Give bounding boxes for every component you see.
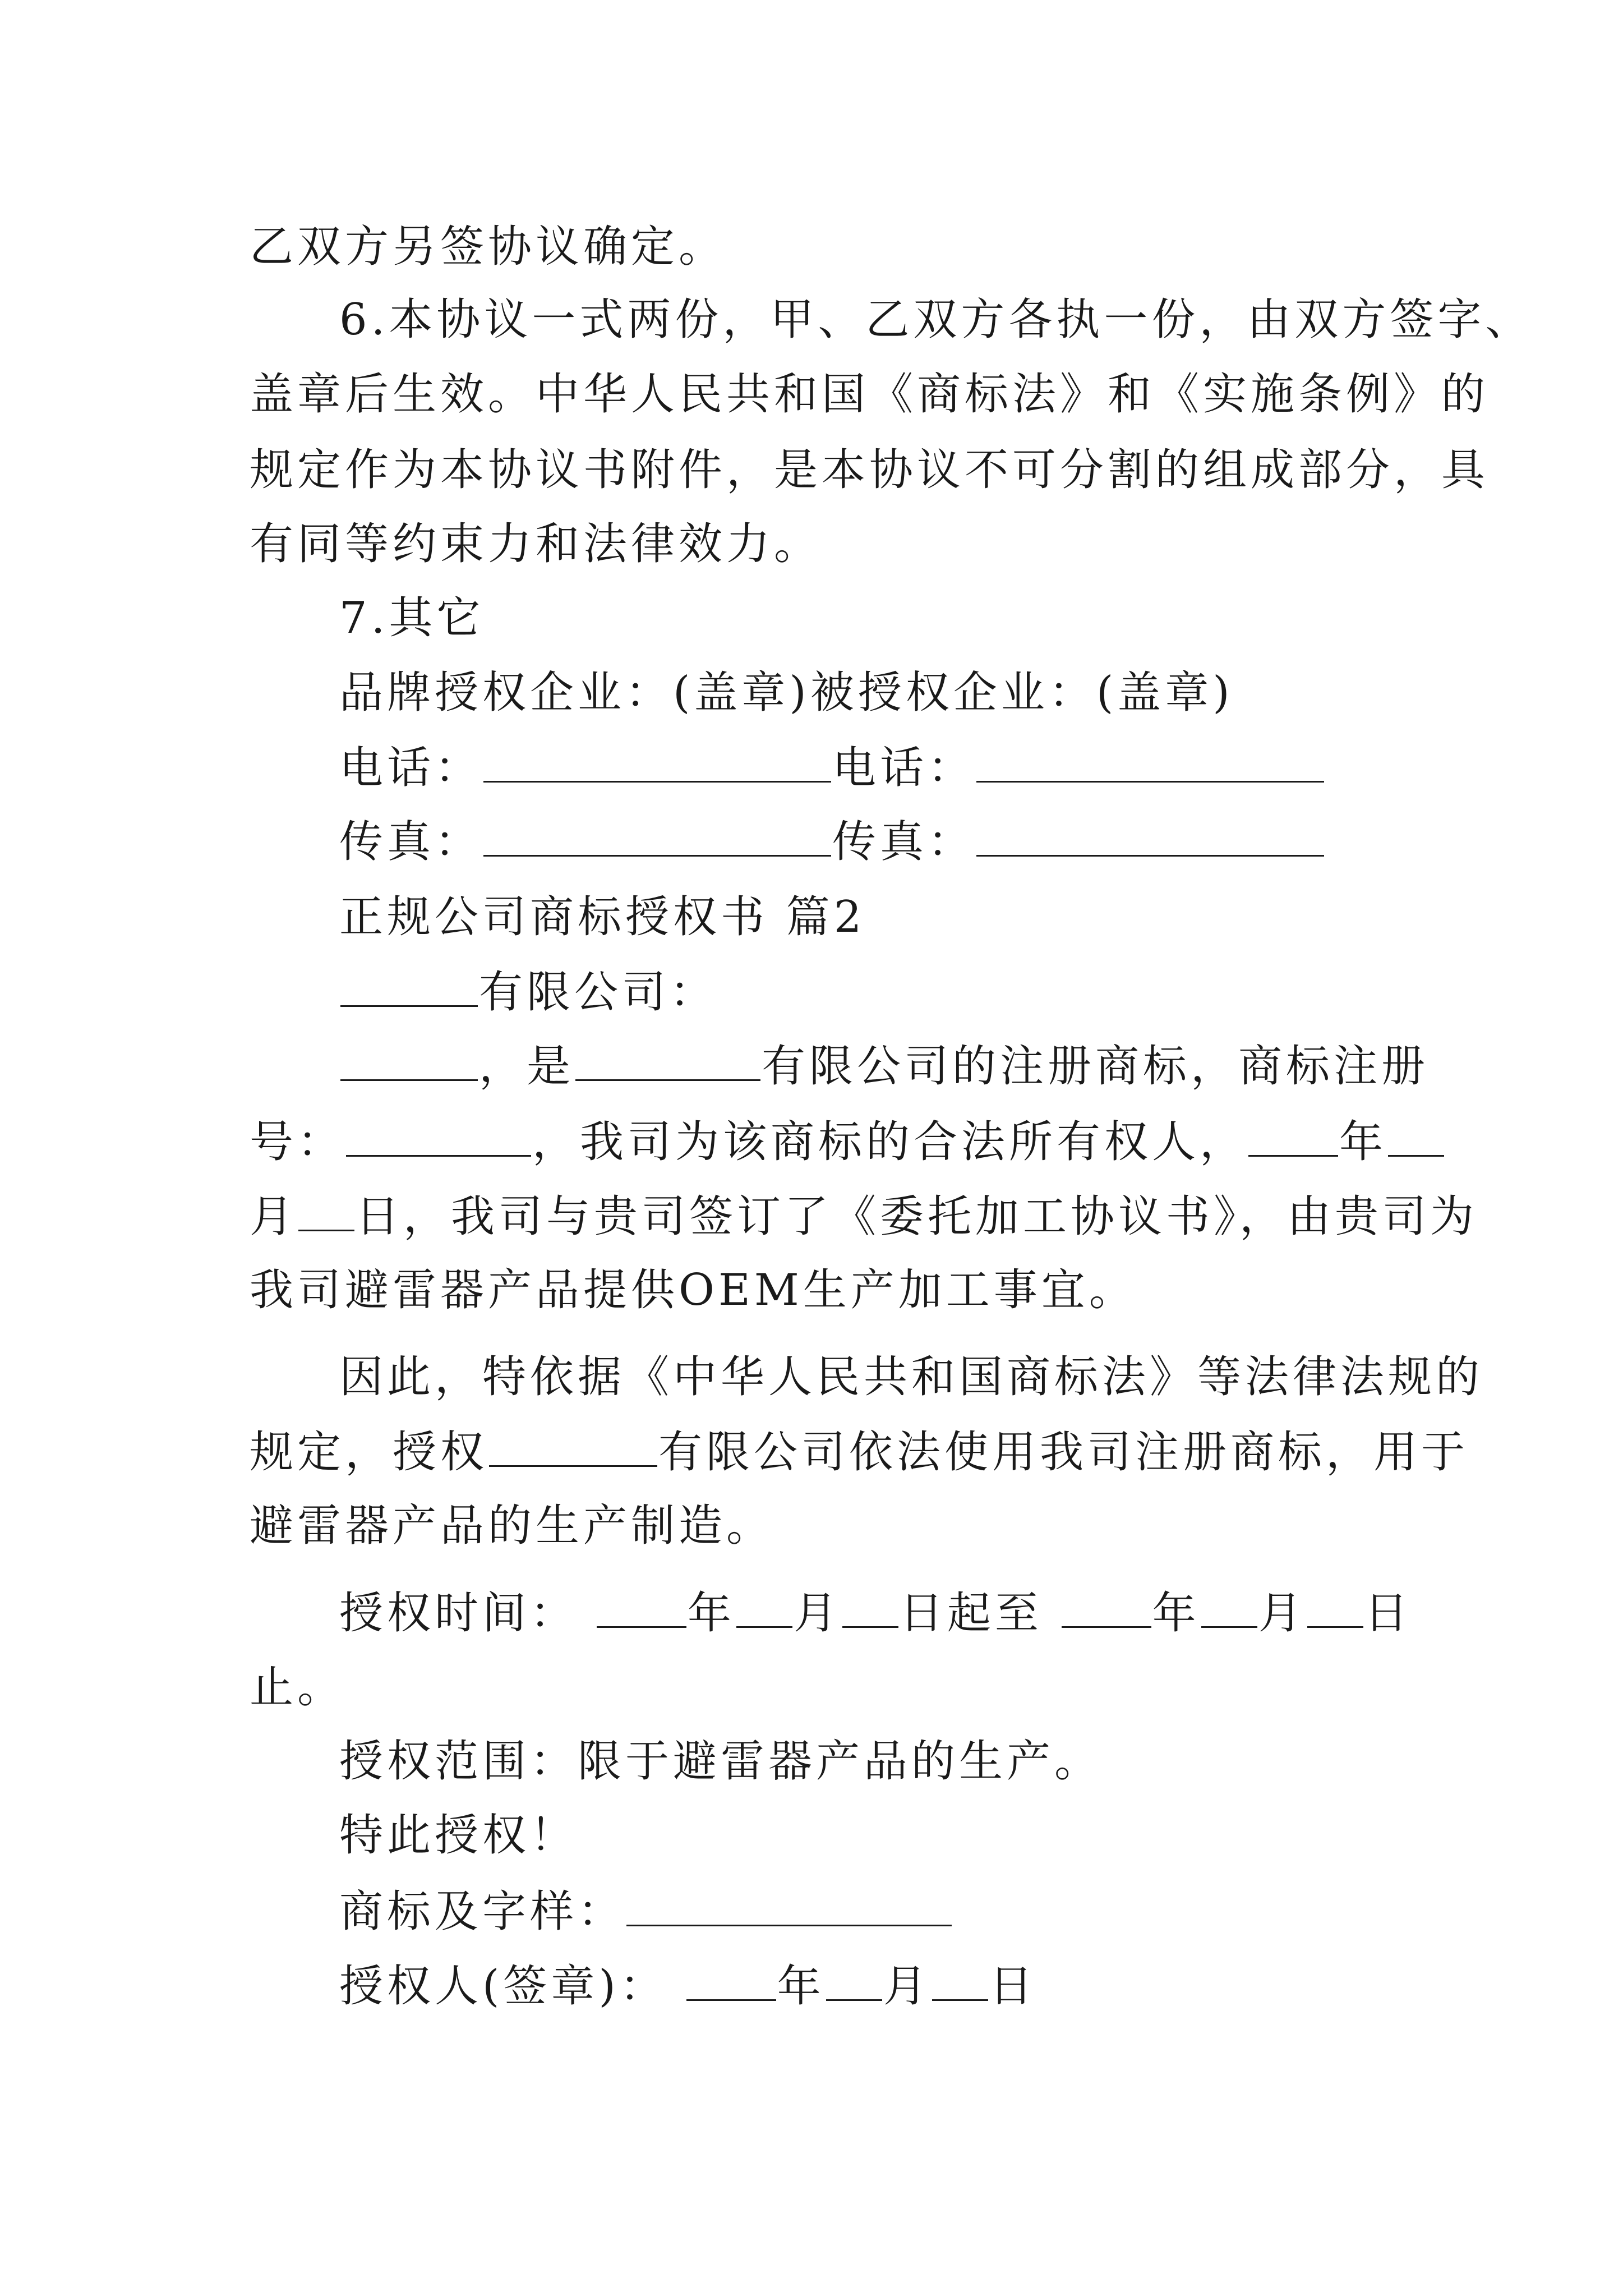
- blank-field: [1201, 1585, 1257, 1628]
- blank-field: [1388, 1114, 1444, 1157]
- para-line: 我司避雷器产品提供OEM生产加工事宜。: [250, 1265, 1137, 1315]
- fax-label: 传真：: [339, 817, 483, 867]
- para-line: 号： ，我司为该商标的合法所有权人， 年: [250, 1114, 1394, 1170]
- para-line: 因此，特依据《中华人民共和国商标法》等法律法规的: [339, 1352, 1484, 1402]
- para-line: 有同等约束力和法律效力。: [250, 519, 822, 569]
- blank-field: [298, 1188, 354, 1231]
- para-line: ，是 有限公司的注册商标，商标注册: [339, 1038, 1483, 1094]
- blank-field: [483, 813, 831, 857]
- auth-time-row: 授权时间： 年 月 日起至 年 月 日: [339, 1585, 1483, 1641]
- blank-field: [489, 1424, 657, 1467]
- blank-field: [932, 1958, 988, 2001]
- phone-label: 电话：: [832, 743, 976, 793]
- blank-field: [976, 739, 1324, 783]
- section-title: 正规公司商标授权书 篇2: [339, 892, 866, 942]
- para-line: 授权范围：限于避雷器产品的生产。: [339, 1736, 1103, 1787]
- para-line: 有限公司：: [339, 964, 1483, 1020]
- para-line: 月 日，我司与贵司签订了《委托加工协议书》，由贵司为: [250, 1188, 1394, 1244]
- para-line: 6.本协议一式两份，甲、乙双方各执一份，由双方签字、: [339, 295, 1533, 345]
- blank-field: [626, 1883, 952, 1926]
- para-line: 避雷器产品的生产制造。: [250, 1501, 774, 1551]
- blank-field: [483, 739, 831, 783]
- para-line: 7.其它: [339, 593, 485, 643]
- blank-field: [1307, 1585, 1363, 1628]
- blank-field: [1062, 1585, 1151, 1628]
- para-line: 止。: [250, 1662, 345, 1713]
- trademark-row: 商标及字样：: [339, 1883, 1483, 1939]
- blank-field: [976, 813, 1324, 857]
- blank-field: [842, 1585, 898, 1628]
- blank-field: [597, 1585, 686, 1628]
- para-line: 规定，授权 有限公司依法使用我司注册商标，用于: [250, 1424, 1394, 1480]
- para-line: 特此授权！: [339, 1810, 578, 1861]
- signer-row: 授权人(签章)： 年 月 日: [339, 1958, 1483, 2014]
- blank-field: [340, 1038, 478, 1081]
- para-line: 乙双方另签协议确定。: [250, 222, 727, 272]
- blank-field: [826, 1958, 882, 2001]
- phone-row: [339, 739, 1483, 795]
- fax-label: 传真：: [832, 817, 976, 867]
- blank-field: [575, 1038, 760, 1081]
- blank-field: [1248, 1114, 1338, 1157]
- para-line: 规定作为本协议书附件，是本协议不可分割的组成部分，具: [250, 445, 1490, 495]
- para-line: 盖章后生效。中华人民共和国《商标法》和《实施条例》的: [250, 369, 1490, 420]
- phone-label: 电话：: [339, 743, 483, 793]
- blank-field: [340, 964, 478, 1007]
- para-line: 品牌授权企业：(盖章)被授权企业：(盖章): [339, 668, 1234, 718]
- blank-field: [346, 1114, 531, 1157]
- blank-field: [686, 1958, 776, 2001]
- fax-row: [339, 813, 1483, 869]
- blank-field: [736, 1585, 792, 1628]
